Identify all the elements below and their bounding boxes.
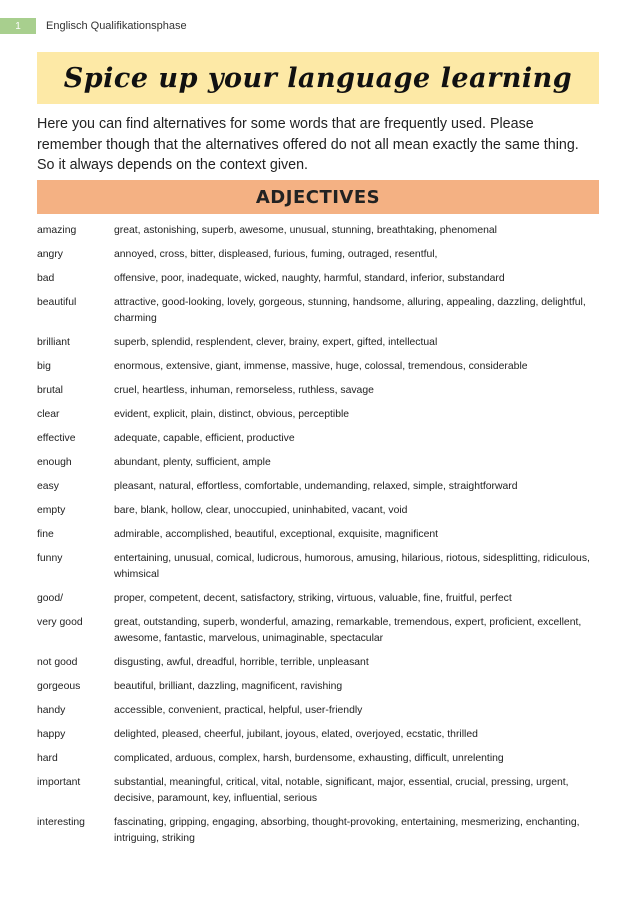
page-title: Spice up your language learning [63,62,573,94]
word-synonyms: cruel, heartless, inhuman, remorseless, ruthless, savage [114,385,374,396]
word-synonyms: bare, blank, hollow, clear, unoccupied, uninhabited, vacant, void [114,505,408,516]
list-item [37,359,599,375]
list-item [37,655,599,671]
word-synonyms: substantial, meaningful, critical, vital, notable, significant, major, essential, crucial, pressing, urgent, decisive, paramount, key, influential, serious [114,777,569,804]
word-term: bad [37,273,55,284]
word-synonyms: admirable, accomplished, beautiful, exceptional, exquisite, magnificent [114,529,439,540]
list-item [37,815,599,847]
word-synonyms: beautiful, brilliant, dazzling, magnificent, ravishing [114,681,343,692]
word-synonyms: offensive, poor, inadequate, wicked, naughty, harmful, standard, inferior, substandard [114,273,505,284]
list-item [37,479,599,495]
word-term: beautiful [37,297,77,308]
word-synonyms: fascinating, gripping, engaging, absorbing, thought-provoking, entertaining, mesmerizing, enchanting, intriguing, striking [114,817,580,844]
word-synonyms: attractive, good-looking, lovely, gorgeous, stunning, handsome, alluring, appealing, dazzling, delightful, charming [114,297,586,324]
header-title: Englisch Qualifikationsphase [46,20,187,32]
word-term: not good [37,657,78,668]
word-synonyms: evident, explicit, plain, distinct, obvious, perceptible [114,409,350,420]
list-item [37,679,599,695]
list-item [37,247,599,263]
section-header [37,180,599,214]
list-item [37,751,599,767]
word-term: gorgeous [37,681,81,692]
word-synonyms: accessible, convenient, practical, helpful, user-friendly [114,705,363,716]
word-term: effective [37,433,76,444]
list-item [37,727,599,743]
word-term: hard [37,753,58,764]
page-number: 1 [0,18,36,34]
word-term: happy [37,729,66,740]
word-synonyms: great, outstanding, superb, wonderful, amazing, remarkable, tremendous, expert, proficient, excellent, awesome, fantastic, marvelous, unimaginable, spectacular [114,617,582,644]
list-item [37,383,599,399]
word-synonyms: great, astonishing, superb, awesome, unusual, stunning, breathtaking, phenomenal [114,225,497,236]
word-term: angry [37,249,63,260]
page-header [0,18,187,34]
word-synonyms: annoyed, cross, bitter, displeased, furious, fuming, outraged, resentful, [114,249,438,260]
word-term: enough [37,457,72,468]
word-term: easy [37,481,59,492]
word-term: amazing [37,225,77,236]
word-synonyms: proper, competent, decent, satisfactory, striking, virtuous, valuable, fine, fruitful, perfect [114,593,512,604]
list-item [37,775,599,807]
word-synonyms: abundant, plenty, sufficient, ample [114,457,271,468]
word-term: very good [37,617,83,628]
word-synonyms: delighted, pleased, cheerful, jubilant, joyous, elated, overjoyed, ecstatic, thrilled [114,729,478,740]
word-synonyms: pleasant, natural, effortless, comfortable, undemanding, relaxed, simple, straightforward [114,481,518,492]
list-item [37,527,599,543]
title-banner [37,52,599,104]
word-term: funny [37,553,63,564]
list-item [37,615,599,647]
word-term: good/ [37,593,64,604]
list-item [37,551,599,583]
list-item [37,407,599,423]
list-item [37,703,599,719]
word-term: clear [37,409,60,420]
list-item [37,431,599,447]
word-synonyms: adequate, capable, efficient, productive [114,433,295,444]
list-item [37,503,599,519]
list-item [37,223,599,239]
list-item [37,271,599,287]
word-term: handy [37,705,66,716]
word-term: big [37,361,51,372]
word-synonyms: disgusting, awful, dreadful, horrible, terrible, unpleasant [114,657,369,668]
word-list [37,223,599,855]
word-term: empty [37,505,66,516]
word-synonyms: entertaining, unusual, comical, ludicrous, humorous, amusing, hilarious, riotous, sidesplitting, ridiculous, whimsical [114,553,590,580]
word-synonyms: superb, splendid, resplendent, clever, brainy, expert, gifted, intellectual [114,337,438,348]
list-item [37,591,599,607]
word-term: interesting [37,817,85,828]
section-title: ADJECTIVES [255,186,381,208]
word-term: important [37,777,81,788]
intro-paragraph: Here you can find alternatives for some words that are frequently used. Please remember though that the alternatives offered do not all mean exactly the same thing. So it always depends on the context given. [37,116,579,173]
word-synonyms: enormous, extensive, giant, immense, massive, huge, colossal, tremendous, considerable [114,361,528,372]
word-synonyms: complicated, arduous, complex, harsh, burdensome, exhausting, difficult, unrelenting [114,753,504,764]
word-term: fine [37,529,54,540]
list-item [37,295,599,327]
word-term: brilliant [37,337,70,348]
word-term: brutal [37,385,63,396]
list-item [37,455,599,471]
list-item [37,335,599,351]
